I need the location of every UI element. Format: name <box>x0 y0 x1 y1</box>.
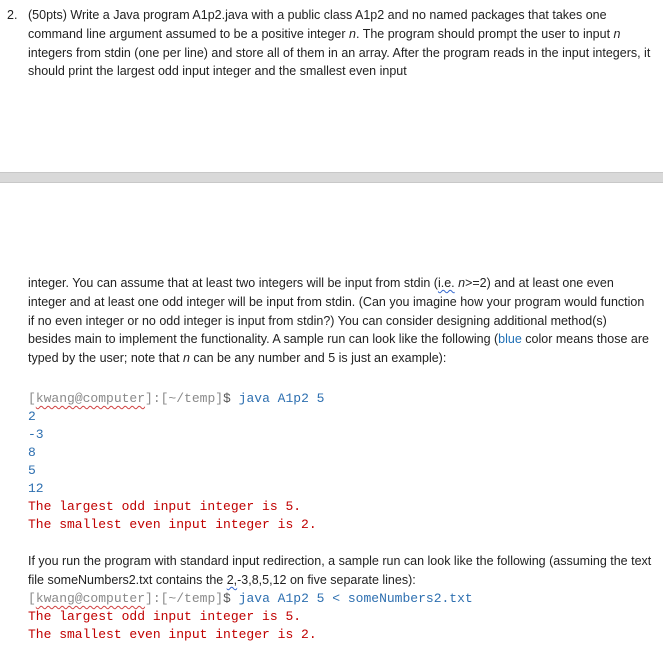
prompt-dollar: $ <box>223 391 231 406</box>
blue-word: blue <box>498 332 522 347</box>
text-span: >=2) and at least one even integer and at least one odd integer will be input from stdin. (Can you imagine how your program would function if no even integer or no odd integer is input from stdin?) You can consider designing additional method(s) besides main to implement the functionality. A sample run can look like the following ( <box>28 276 645 347</box>
page-top <box>0 0 663 172</box>
text-span: integers from stdin (one per line) and store all of them in an array. After the program reads in the input integers, it should print the largest odd input integer and the smallest even input <box>28 45 651 79</box>
text-span: If you run the program with standard input redirection, a sample run can look like the following (assuming the text file someNumbers2.txt contains the <box>28 554 652 587</box>
input-line: 5 <box>28 463 36 478</box>
input-line: 8 <box>28 445 36 460</box>
prompt-dollar: $ <box>223 591 231 606</box>
text-span: can be any number and 5 is just an example): <box>189 351 447 366</box>
italic-n: n <box>349 26 356 41</box>
page-bottom <box>0 183 663 660</box>
sample-run-2-command <box>28 590 473 608</box>
prompt-user: kwang@computer <box>35 391 146 406</box>
command-text: java A1p2 5 <box>230 391 325 406</box>
prompt-user: kwang@computer <box>35 591 146 606</box>
prompt-path: ]:[~/temp] <box>145 591 224 606</box>
prompt-path: ]:[~/temp] <box>145 391 224 406</box>
question-number: 2. <box>7 8 18 22</box>
output-line: The largest odd input integer is 5. <box>28 609 302 624</box>
prompt-bracket: [ <box>28 591 36 606</box>
text-span: . The program should prompt the user to input <box>355 26 614 41</box>
output-line: The smallest even input integer is 2. <box>28 627 317 642</box>
text-span: (50pts) Write a Java program A1p2.java with a public class A1p2 and no named packages that takes one command line argument assumed to be a positive integer <box>28 8 607 41</box>
question-paragraph-3 <box>28 552 653 590</box>
numbers-first: 2, <box>226 572 238 587</box>
input-line: -3 <box>28 427 44 442</box>
question-paragraph-1 <box>28 6 653 81</box>
text-span: integer. You can assume that at least two integers will be input from stdin ( <box>28 276 438 290</box>
question-paragraph-2 <box>28 274 653 368</box>
italic-n: n <box>458 276 466 290</box>
command-text: java A1p2 5 < someNumbers2.txt <box>230 591 473 606</box>
prompt-bracket: [ <box>28 391 36 406</box>
italic-n: n <box>613 26 621 41</box>
ie-abbrev: i.e. <box>437 276 455 290</box>
page-break <box>0 172 663 183</box>
sample-run-1-command <box>28 390 324 408</box>
input-line: 2 <box>28 409 36 424</box>
input-line: 12 <box>28 481 44 496</box>
output-line: The largest odd input integer is 5. <box>28 499 302 514</box>
italic-n: n <box>182 351 190 366</box>
text-span: color means those are typed by the user; note that <box>28 332 649 366</box>
text-span: -3,8,5,12 on five separate lines): <box>237 572 416 587</box>
output-line: The smallest even input integer is 2. <box>28 517 317 532</box>
